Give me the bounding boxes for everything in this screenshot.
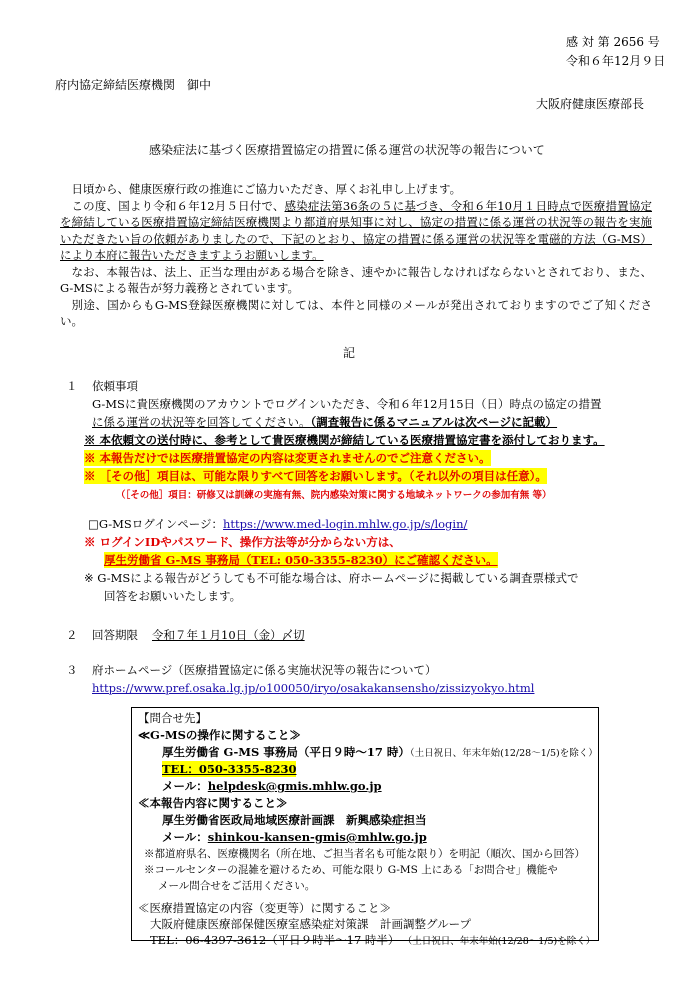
gms-office-row: 厚生労働省 G-MS 事務局（平日９時〜17 時）（土日祝日、年末年始(12/28〜1/5)を除く） bbox=[162, 745, 598, 759]
note-attachment: ※ 本依頼文の送付時に、参考として貴医療機関が締結している医療措置協定書を添付しております。 bbox=[84, 433, 605, 447]
gms-mail-row: メール：helpdesk@gmis.mhlw.go.jp bbox=[162, 779, 382, 793]
intro-section bbox=[60, 181, 652, 330]
intro-paragraph-2: この度、国より令和６年12月５日付で、感染症法第36条の５に基づき、令和６年10月１日時点で医療措置協定を締結している医療措置協定締結医療機関より都道府県知事に対し、協定の措置に係る運営の状況等の報告を実施いただきたい旨の依頼がありましたので、下記のとおり、協定の措置に係る運営の状況等を電磁的方法（G-MS）により本府に報告いただきますようお願いします。 bbox=[60, 198, 652, 262]
note-no-change: ※ 本報告だけでは医療措置協定の内容は変更されませんのでご注意ください。 bbox=[84, 451, 491, 465]
item1-number: １ bbox=[66, 379, 78, 393]
intro-paragraph-3: なお、本報告は、法上、正当な理由がある場合を除き、速やかに報告しなければならないとされており、また、G-MSによる報告が努力義務とされています。 bbox=[60, 264, 652, 295]
note-other-items: ※ ［その他］項目は、可能な限りすべて回答をお願いします。（それ以外の項目は任意）。 bbox=[84, 469, 547, 483]
item3-number: ３ bbox=[66, 663, 78, 677]
gms-login-link[interactable]: https://www.med-login.mhlw.go.jp/s/login/ bbox=[223, 517, 468, 531]
note-other-items-detail: （［その他］項目：研修又は訓練の実施有無、院内感染対策に関する地域ネットワークの参加有無 等） bbox=[116, 490, 552, 501]
item1-heading: 依頼事項 bbox=[92, 379, 138, 393]
contact-note-a: ※都道府県名、医療機関名（所在地、ご担当者名も可能な限り）を明記（順次、国から回答） bbox=[144, 848, 585, 860]
agreement-office: 大阪府健康医療部保健医療室感染症対策課 計画調整グループ bbox=[150, 917, 472, 931]
item1-line1: G-MSに貴医療機関のアカウントでログインいただき、令和６年12月15日（日）時点の協定の措置 bbox=[92, 397, 602, 411]
item2-number: ２ bbox=[66, 628, 78, 642]
addressee: 府内協定締結医療機関 御中 bbox=[55, 78, 212, 92]
gms-login-label: □G-MSログインページ： bbox=[88, 517, 223, 531]
page-title: 感染症法に基づく医療措置協定の措置に係る運営の状況等の報告について bbox=[149, 143, 545, 157]
intro-paragraph-1: 日頃から、健康医療行政の推進にご協力いただき、厚くお礼申し上げます。 bbox=[71, 182, 462, 196]
item2-heading: 回答期限 bbox=[92, 628, 138, 642]
underlined-request-text: 感染症法第36条の５に基づき、令和６年10月１日時点で医療措置協定を締結している医療措置協定締結医療機関より都道府県知事に対し、協定の措置に係る運営の状況等の報告を実施いただきたい旨の依頼がありましたので、下記のとおり、協定の措置に係る運営の状況等を電磁的方法（G-MS）により本府に報告いただきますようお願いします。 bbox=[60, 198, 652, 262]
intro-paragraph-4: 別途、国からもG-MS登録医療機関に対しては、本件と同様のメールが発出されておりますのでご了知ください。 bbox=[60, 297, 652, 328]
alt-method-1: ※ G-MSによる報告がどうしても不可能な場合は、府ホームページに掲載している調査票様式で bbox=[84, 571, 579, 585]
report-mail-row: メール：shinkou-kansen-gmis@mhlw.go.jp bbox=[162, 830, 427, 844]
manual-note: （調査報告に係るマニュアルは次ページに記載） bbox=[310, 415, 558, 429]
pref-homepage-link[interactable]: https://www.pref.osaka.lg.jp/o100050/iryo/osakakansensho/zissizyokyo.html bbox=[92, 681, 535, 695]
report-section-title: ≪本報告内容に関すること≫ bbox=[138, 796, 288, 810]
report-mail-address[interactable]: shinkou-kansen-gmis@mhlw.go.jp bbox=[207, 830, 427, 844]
report-office: 厚生労働省医政局地域医療計画課 新興感染症担当 bbox=[162, 813, 427, 827]
contact-title: 【問合せ先】 bbox=[138, 711, 207, 725]
gms-section-title: ≪G-MSの操作に関すること≫ bbox=[138, 728, 301, 742]
gms-login-row bbox=[88, 516, 467, 532]
item3-heading: 府ホームページ（医療措置協定に係る実施状況等の報告について） bbox=[92, 663, 437, 677]
agreement-tel-row: TEL：06-4397-3612（平日９時半〜17 時半） （土日祝日、年末年始(12/28〜1/5)を除く） bbox=[150, 933, 596, 947]
contact-note-b2: メール問合せをご活用ください。 bbox=[158, 880, 316, 892]
gms-mail-address[interactable]: helpdesk@gmis.mhlw.go.jp bbox=[207, 779, 382, 793]
document-date: 令和６年12月９日 bbox=[566, 54, 666, 68]
contact-note-b1: ※コールセンターの混雑を避けるため、可能な限り G-MS 上にある「お問合せ」機能や bbox=[144, 864, 558, 876]
deadline: 令和７年１月10日（金）〆切 bbox=[152, 628, 305, 642]
gms-tel: TEL：050-3355-8230 bbox=[162, 762, 297, 776]
agreement-section-title: ≪医療措置協定の内容（変更等）に関すること≫ bbox=[138, 901, 391, 915]
ki-label: 記 bbox=[343, 346, 356, 360]
document-number: 感 対 第 2656 号 bbox=[566, 35, 660, 49]
sender: 大阪府健康医療部長 bbox=[536, 97, 645, 111]
alt-method-2: 回答をお願いいたします。 bbox=[104, 589, 242, 603]
item1-line2: に係る運営の状況等を回答してください。（調査報告に係るマニュアルは次ページに記載） bbox=[92, 415, 558, 429]
login-warning-1: ※ ログインIDやパスワード、操作方法等が分からない方は、 bbox=[84, 535, 401, 549]
login-warning-2: 厚生労働省 G-MS 事務局（TEL: 050-3355-8230）にご確認ください。 bbox=[104, 553, 498, 567]
